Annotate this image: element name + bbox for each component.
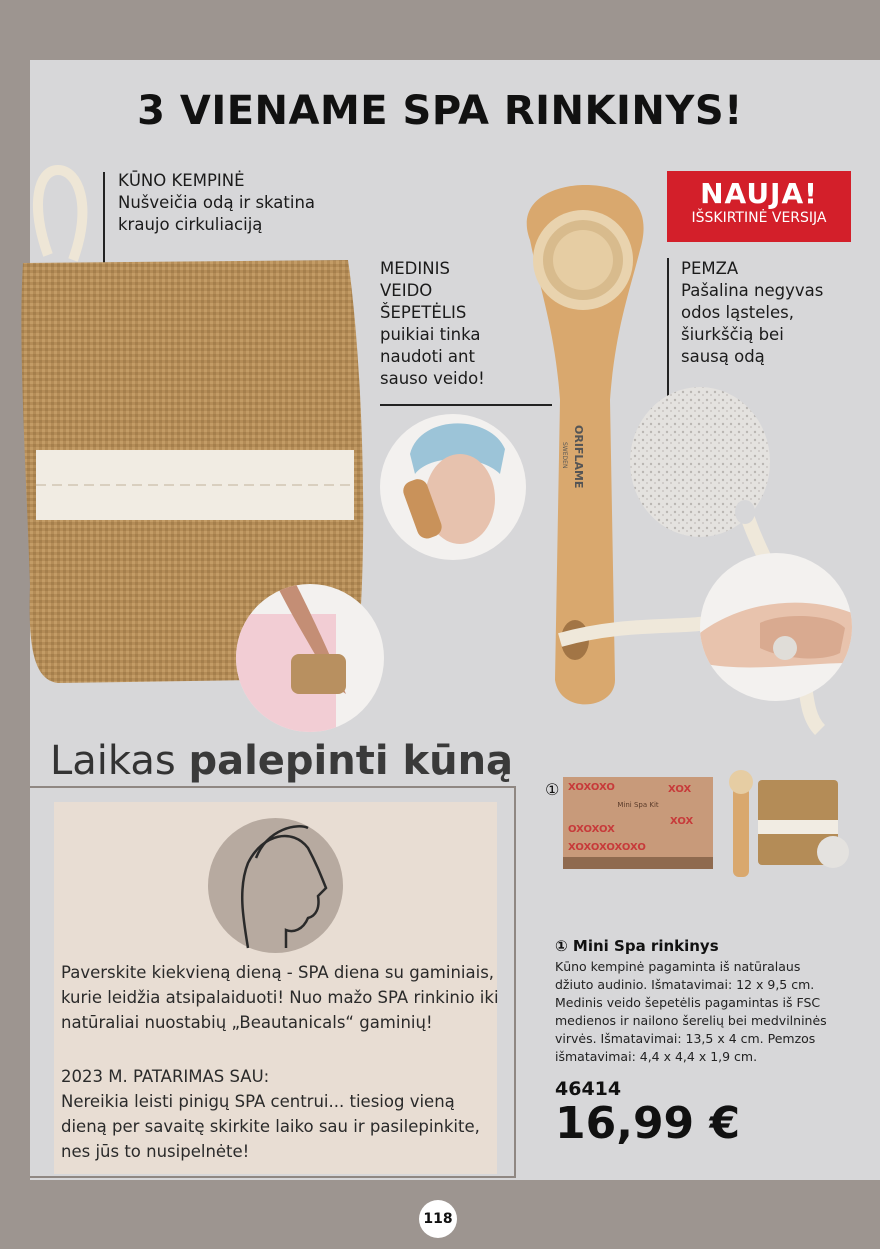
brush-callout-line-2: VEIDO (380, 281, 433, 300)
pumice-callout-line-2: odos ląsteles, (681, 303, 794, 322)
brush-country-imprint: SWEDEN (561, 442, 568, 469)
page-number: 118 (419, 1200, 457, 1238)
svg-text:OXOXOX: OXOXOX (568, 824, 615, 835)
sponge-callout-heading: KŪNO KEMPINĖ (118, 171, 245, 190)
pumice-stone-image (625, 382, 775, 542)
tip-paragraph-2 (61, 1064, 480, 1164)
tip-paragraph-1 (61, 960, 499, 1035)
product-description-line-6: išmatavimai: 4,4 x 4,4 x 1,9 cm. (555, 1049, 758, 1064)
product-price: 16,99 € (555, 1098, 741, 1149)
svg-text:XOXOXOXOXO: XOXOXOXOXO (568, 842, 646, 853)
tip-paragraph-2-line-1: Nereikia leisti pinigų SPA centrui... tiesiog vieną (61, 1092, 455, 1111)
pumice-callout-line-1: Pašalina negyvas (681, 281, 824, 300)
product-code: 46414 (555, 1078, 622, 1100)
kit-box-label: Mini Spa Kit (617, 801, 659, 809)
section-heading-bold: palepinti kūną (188, 738, 514, 784)
new-badge (667, 171, 851, 242)
product-description-line-5: virvės. Išmatavimai: 13,5 x 4 cm. Pemzos (555, 1031, 816, 1046)
product-description-line-3: Medinis veido šepetėlis pagamintas iš FSC (555, 995, 821, 1010)
tip-paragraph-2-line-3: nes jūs to nusipelnėte! (61, 1142, 250, 1161)
brush-callout-line-5: naudoti ant (380, 347, 475, 366)
tip-paragraph-1-line-3: natūraliai nuostabių „Beautanicals“ gaminių! (61, 1013, 433, 1032)
product-name: ① Mini Spa rinkinys (555, 937, 719, 955)
product-description-line-2: džiuto audinio. Išmatavimai: 12 x 9,5 cm. (555, 977, 815, 992)
brush-brand-imprint: ORIFLAME (572, 425, 585, 489)
brush-callout-line-1: MEDINIS (380, 259, 450, 278)
pumice-callout (681, 258, 823, 368)
arm-scrub-photo (236, 584, 384, 732)
sponge-callout-line-1: Nušveičia odą ir skatina (118, 193, 316, 212)
svg-text:XOX: XOX (668, 784, 692, 795)
brush-callout-line-3: ŠEPETĖLIS (380, 303, 467, 322)
svg-text:XOX: XOX (670, 816, 694, 827)
brush-callout-line-4: puikiai tinka (380, 325, 481, 344)
product-marker: ① (545, 780, 560, 799)
tip-heading: 2023 M. PATARIMAS SAU: (61, 1067, 270, 1086)
tip-paragraph-1-line-1: Paverskite kiekvieną dieną - SPA diena su gaminiais, (61, 963, 495, 982)
brush-callout (380, 258, 485, 390)
sponge-callout-line-2: kraujo cirkuliaciją (118, 215, 263, 234)
pumice-callout-line-3: šiurkščią bei (681, 325, 784, 344)
new-badge-sub: IŠSKIRTINĖ VERSIJA (691, 210, 827, 226)
page-title: 3 VIENAME SPA RINKINYS! (137, 88, 743, 134)
product-description-line-4: medienos ir nailono šerelių bei medvilninės (555, 1013, 827, 1028)
pumice-callout-heading: PEMZA (681, 259, 739, 278)
product-description (555, 958, 850, 1066)
woman-profile-icon (208, 818, 343, 953)
tip-paragraph-2-line-2: dieną per savaitę skirkite laiko sau ir pasilepinkite, (61, 1117, 480, 1136)
tip-paragraph-1-line-2: kurie leidžia atsipalaiduoti! Nuo mažo SPA rinkinio iki (61, 988, 499, 1007)
section-heading (50, 738, 513, 784)
svg-text:XOXOXO: XOXOXO (568, 782, 615, 793)
section-heading-light: Laikas (50, 738, 176, 784)
mini-spa-kit-image (558, 762, 858, 887)
foot-pumice-photo (700, 553, 852, 701)
brush-callout-line-6: sauso veido! (380, 369, 485, 388)
pumice-callout-line-4: sausą odą (681, 347, 765, 366)
pumice-callout-line (667, 258, 669, 400)
product-description-line-1: Kūno kempinė pagaminta iš natūralaus (555, 959, 801, 974)
new-badge-main: NAUJA! (700, 177, 818, 210)
